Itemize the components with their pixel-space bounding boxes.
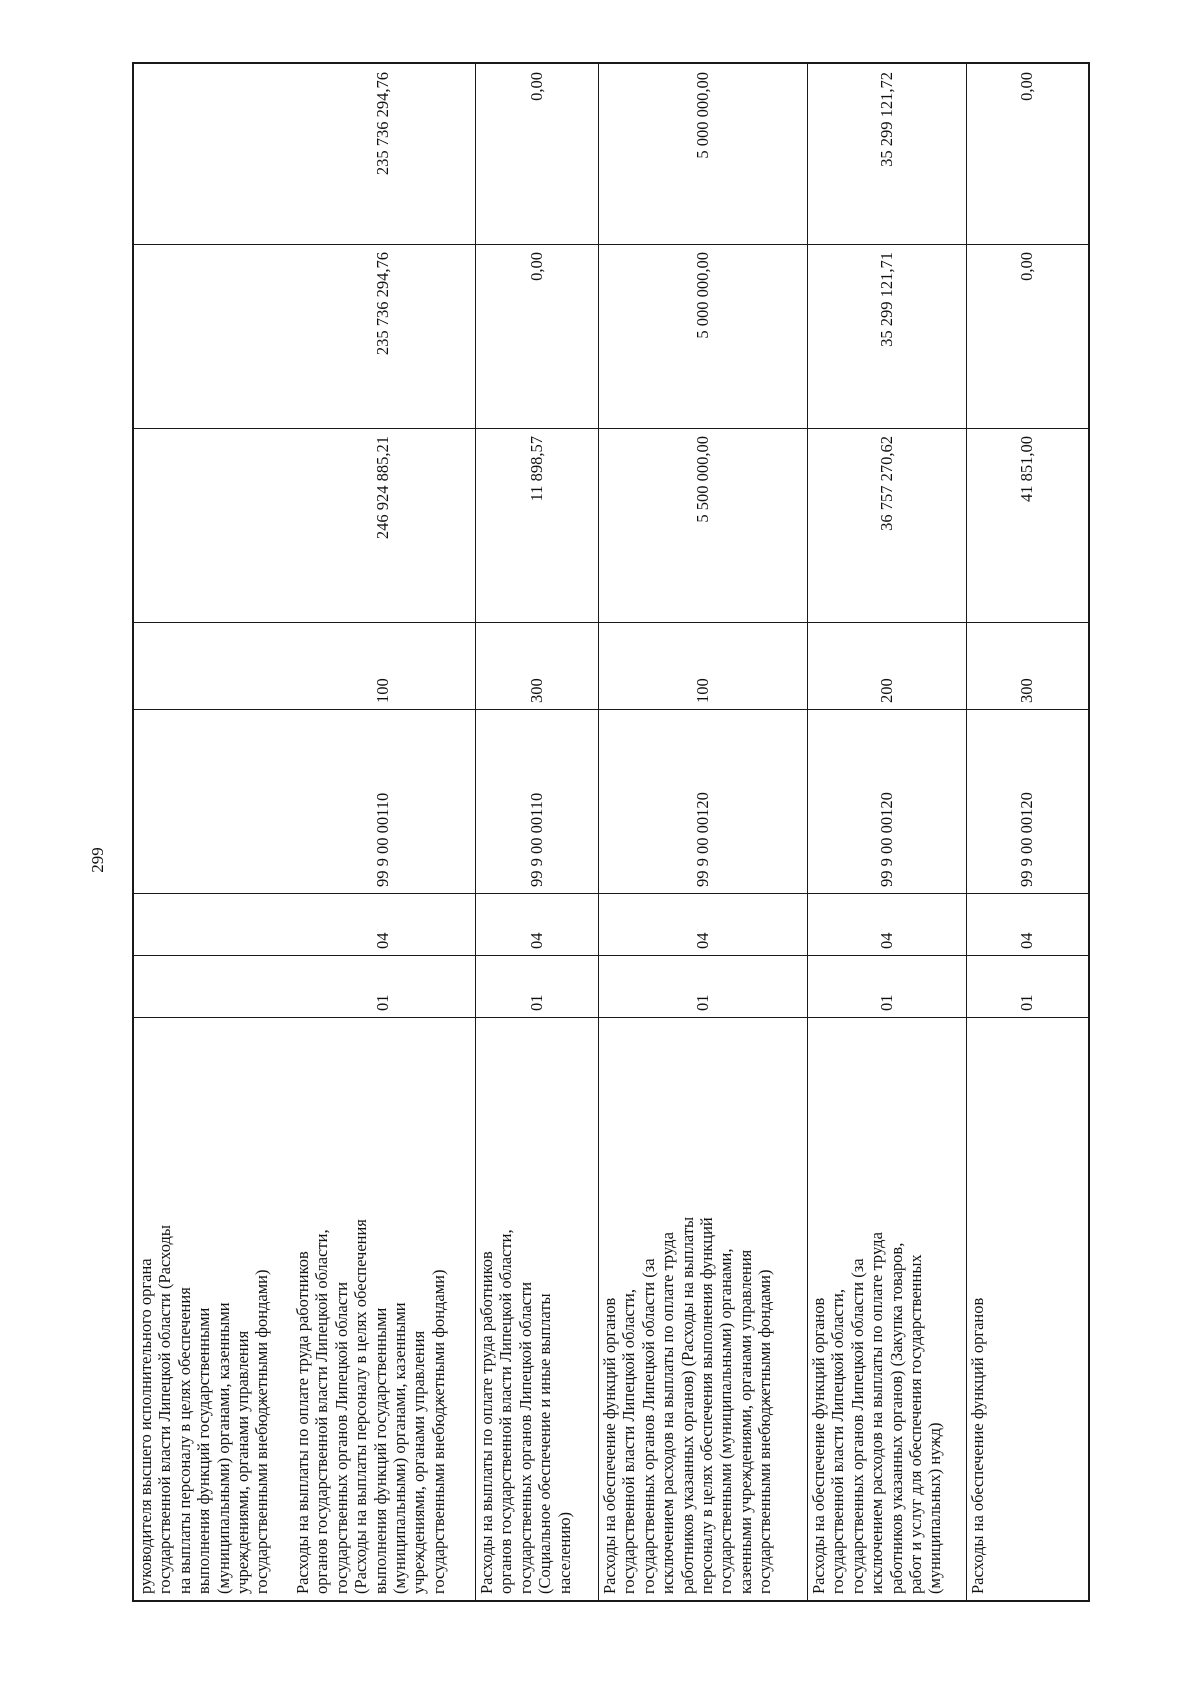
cell-text: 246 924 885,21 — [373, 436, 393, 540]
cell-text: 235 736 294,76 — [373, 252, 393, 356]
table-cell-section — [475, 955, 598, 1017]
cell-text: 0,00 — [1017, 72, 1037, 101]
cell-text: 01 — [1017, 994, 1037, 1011]
cell-text — [134, 428, 291, 622]
cell-text: 200 — [876, 678, 896, 703]
cell-text: 36 757 270,62 — [876, 436, 896, 531]
cell-text: Расходы на обеспечение функций органов государственной власти Липецкой области, государственных органов Липецкой области (за исключением расходов на выплаты по оплате труда работников указанных органов) (Закупка товаров, работ и услуг для обеспечения государственных (муниципальных) нужд) — [809, 1232, 945, 1594]
table-cell-amount-1 — [966, 428, 1088, 622]
table-cell-expense-type — [807, 622, 966, 709]
table-cell-amount-1 — [291, 428, 475, 622]
table-cell-amount-1 — [134, 428, 291, 622]
table-cell-amount-2 — [475, 244, 598, 428]
cell-text: 235 736 294,76 — [373, 72, 393, 176]
cell-text: 5 000 000,00 — [692, 252, 712, 339]
cell-text: 99 9 00 00120 — [1017, 792, 1037, 887]
cell-text: 100 — [373, 678, 393, 703]
cell-text: 04 — [526, 932, 546, 949]
table-cell-section — [807, 955, 966, 1017]
cell-text — [134, 622, 291, 709]
cell-text: 300 — [1017, 678, 1037, 703]
table-cell-subsection — [134, 893, 291, 955]
cell-text: 04 — [1017, 932, 1037, 949]
cell-text: 0,00 — [526, 252, 546, 281]
table-cell-description — [598, 1017, 807, 1600]
table-cell-section — [966, 955, 1088, 1017]
cell-text — [134, 893, 291, 955]
cell-text: Расходы на обеспечение функций органов — [968, 1297, 987, 1594]
cell-text: 99 9 00 00120 — [876, 792, 896, 887]
page-number: 299 — [88, 847, 107, 873]
table-cell-amount-2 — [966, 244, 1088, 428]
table-cell-expense-type — [598, 622, 807, 709]
cell-text: 11 898,57 — [526, 436, 546, 502]
cell-text — [134, 64, 291, 244]
budget-table — [132, 62, 1090, 1602]
table-cell-target-article — [134, 709, 291, 893]
cell-text: 0,00 — [1017, 252, 1037, 281]
cell-text: 5 000 000,00 — [692, 72, 712, 159]
cell-text — [134, 709, 291, 893]
table-cell-amount-1 — [807, 428, 966, 622]
cell-text: 35 299 121,72 — [876, 72, 896, 167]
cell-text: 04 — [692, 932, 712, 949]
table-cell-amount-3 — [134, 64, 291, 244]
table-cell-expense-type — [291, 622, 475, 709]
table-cell-amount-1 — [598, 428, 807, 622]
table-cell-subsection — [475, 893, 598, 955]
cell-text: 41 851,00 — [1017, 436, 1037, 502]
table-cell-target-article — [291, 709, 475, 893]
cell-text: Расходы на выплаты по оплате труда работников органов государственной власти Липецкой области, государственных органов Липецкой области (Расходы на выплаты персоналу в целях обеспечения выполнения функций государственными (муниципальными) органами, казенными учреждениями, органами управления государственными внебюджетными фондами) — [293, 1219, 448, 1594]
table-cell-amount-3 — [291, 64, 475, 244]
table-cell-amount-3 — [966, 64, 1088, 244]
table-cell-amount-3 — [475, 64, 598, 244]
cell-text: 99 9 00 00110 — [373, 792, 393, 887]
cell-text: 100 — [692, 678, 712, 703]
table-cell-section — [598, 955, 807, 1017]
cell-text: 99 9 00 00110 — [526, 792, 546, 887]
cell-text: 99 9 00 00120 — [692, 792, 712, 887]
table-cell-subsection — [966, 893, 1088, 955]
cell-text: руководителя высшего исполнительного органа государственной власти Липецкой области (Расходы на выплаты персоналу в целях обеспечения выполнения функций государственными (муниципальными) органами, казенными учреждениями, органами управления государственными внебюджетными фондами) — [136, 1225, 272, 1594]
table-cell-amount-1 — [475, 428, 598, 622]
table-cell-subsection — [291, 893, 475, 955]
cell-text: Расходы на выплаты по оплате труда работников органов государственной власти Липецкой области, государственных органов Липецкой области (Социальное обеспечение и иные выплаты населению) — [477, 1229, 574, 1594]
cell-text: 0,00 — [526, 72, 546, 101]
cell-text: 01 — [526, 994, 546, 1011]
table-cell-description — [475, 1017, 598, 1600]
table-cell-amount-2 — [134, 244, 291, 428]
table-cell-expense-type — [966, 622, 1088, 709]
table-cell-subsection — [598, 893, 807, 955]
table-cell-expense-type — [134, 622, 291, 709]
table-cell-section — [134, 955, 291, 1017]
table-cell-target-article — [475, 709, 598, 893]
cell-text: 04 — [876, 932, 896, 949]
table-cell-target-article — [598, 709, 807, 893]
cell-text: 01 — [692, 994, 712, 1011]
table-cell-section — [291, 955, 475, 1017]
cell-text: 01 — [876, 994, 896, 1011]
cell-text — [134, 244, 291, 428]
cell-text: 01 — [373, 994, 393, 1011]
table-cell-amount-3 — [807, 64, 966, 244]
table-cell-amount-2 — [598, 244, 807, 428]
cell-text: 04 — [373, 932, 393, 949]
table-cell-amount-3 — [598, 64, 807, 244]
table-cell-target-article — [966, 709, 1088, 893]
cell-text: 5 500 000,00 — [692, 436, 712, 523]
table-cell-expense-type — [475, 622, 598, 709]
cell-text: Расходы на обеспечение функций органов государственной власти Липецкой области, государственных органов Липецкой области (за исключением расходов на выплаты по оплате труда работников указанных органов) (Расходы на выплаты персоналу в целях обеспечения выполнения функций государственными (муниципальными) органами, казенными учреждениями, органами управления государственными внебюджетными фондами) — [600, 1216, 775, 1594]
table-cell-description — [807, 1017, 966, 1600]
table-cell-target-article — [807, 709, 966, 893]
table-cell-description — [966, 1017, 1088, 1600]
table-cell-description — [291, 1017, 475, 1600]
cell-text — [134, 955, 291, 1017]
table-cell-amount-2 — [291, 244, 475, 428]
table-cell-description — [134, 1017, 291, 1600]
cell-text: 300 — [526, 678, 546, 703]
table-cell-amount-2 — [807, 244, 966, 428]
cell-text: 35 299 121,71 — [876, 252, 896, 347]
table-cell-subsection — [807, 893, 966, 955]
